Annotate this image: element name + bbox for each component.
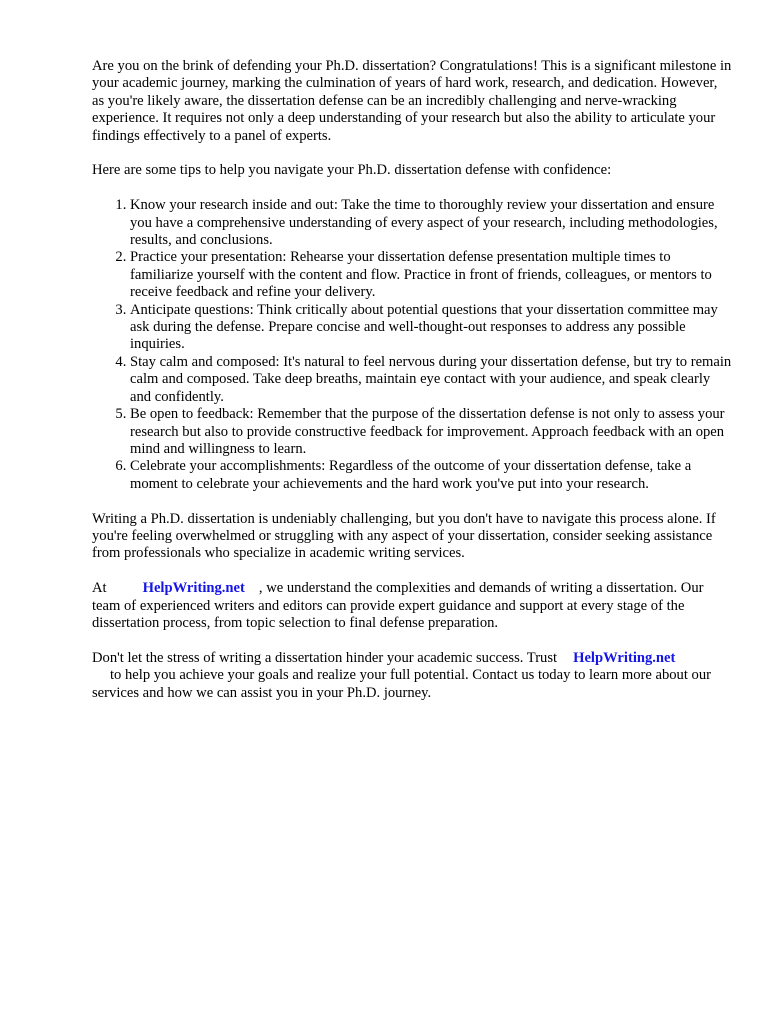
helpwriting-link-2[interactable]: HelpWriting.net <box>573 649 676 666</box>
helpwriting-link-1[interactable]: HelpWriting.net <box>142 580 245 597</box>
tip-item-5: 5. Be open to feedback: Remember that the purpose of the dissertation defense is not only to assess your research but also to provide constructive feedback for improvement. Approach feedback with an open mind and willingness to learn. <box>130 406 732 458</box>
trust-paragraph <box>92 650 732 702</box>
writing-paragraph: Writing a Ph.D. dissertation is undeniably challenging, but you don't have to navigate this process alone. If you're feeling overwhelmed or struggling with any aspect of your dissertation, consider seeking assistance from professionals who specialize in academic writing services. <box>92 510 716 562</box>
tip-item-4: 4. Stay calm and composed: It's natural to feel nervous during your dissertation defense, but try to remain calm and composed. Take deep breaths, maintain eye contact with your audience, and speak clearly and confidently. <box>130 354 732 406</box>
helpwriting-paragraph <box>92 580 732 632</box>
trust-prefix-text: Don't let the stress of writing a dissertation hinder your academic success. Trust <box>92 649 558 666</box>
tip-item-3: 3. Anticipate questions: Think critically about potential questions that your dissertation committee may ask during the defense. Prepare concise and well-thought-out responses to address any possible inquiries. <box>130 302 732 354</box>
tip-item-2: 2. Practice your presentation: Rehearse your dissertation defense presentation multiple times to familiarize yourself with the content and flow. Practice in front of friends, colleagues, or mentors to receive feedback and refine your delivery. <box>130 249 732 301</box>
document-page <box>92 58 732 719</box>
tip-item-6: 6. Celebrate your accomplishments: Regardless of the outcome of your dissertation defense, take a moment to celebrate your achievements and the hard work you've put into your research. <box>130 458 732 493</box>
tip-item-1: 1. Know your research inside and out: Take the time to thoroughly review your dissertation and ensure you have a comprehensive understanding of every aspect of your research, including methodologies, results, and conclusions. <box>130 197 732 249</box>
trust-suffix-text: to help you achieve your goals and realize your full potential. Contact us today to learn more about our services and how we can assist you in your Ph.D. journey. <box>92 667 712 701</box>
tips-lead-paragraph: Here are some tips to help you navigate your Ph.D. dissertation defense with confidence: <box>92 162 612 179</box>
tips-list <box>92 197 732 493</box>
at-suffix-text: , we understand the complexities and demands of writing a dissertation. Our team of experienced writers and editors can provide expert guidance and support at every stage of the dissertation process, from topic selection to final defense preparation. <box>92 580 704 631</box>
at-prefix-text: At <box>92 580 107 597</box>
intro-paragraph: Are you on the brink of defending your Ph.D. dissertation? Congratulations! This is a significant milestone in your academic journey, marking the culmination of years of hard work, research, and dedication. However, as you're likely aware, the dissertation defense can be an incredibly challenging and nerve-wracking experience. It requires not only a deep understanding of your research but also the ability to articulate your findings effectively to a panel of experts. <box>92 58 732 144</box>
